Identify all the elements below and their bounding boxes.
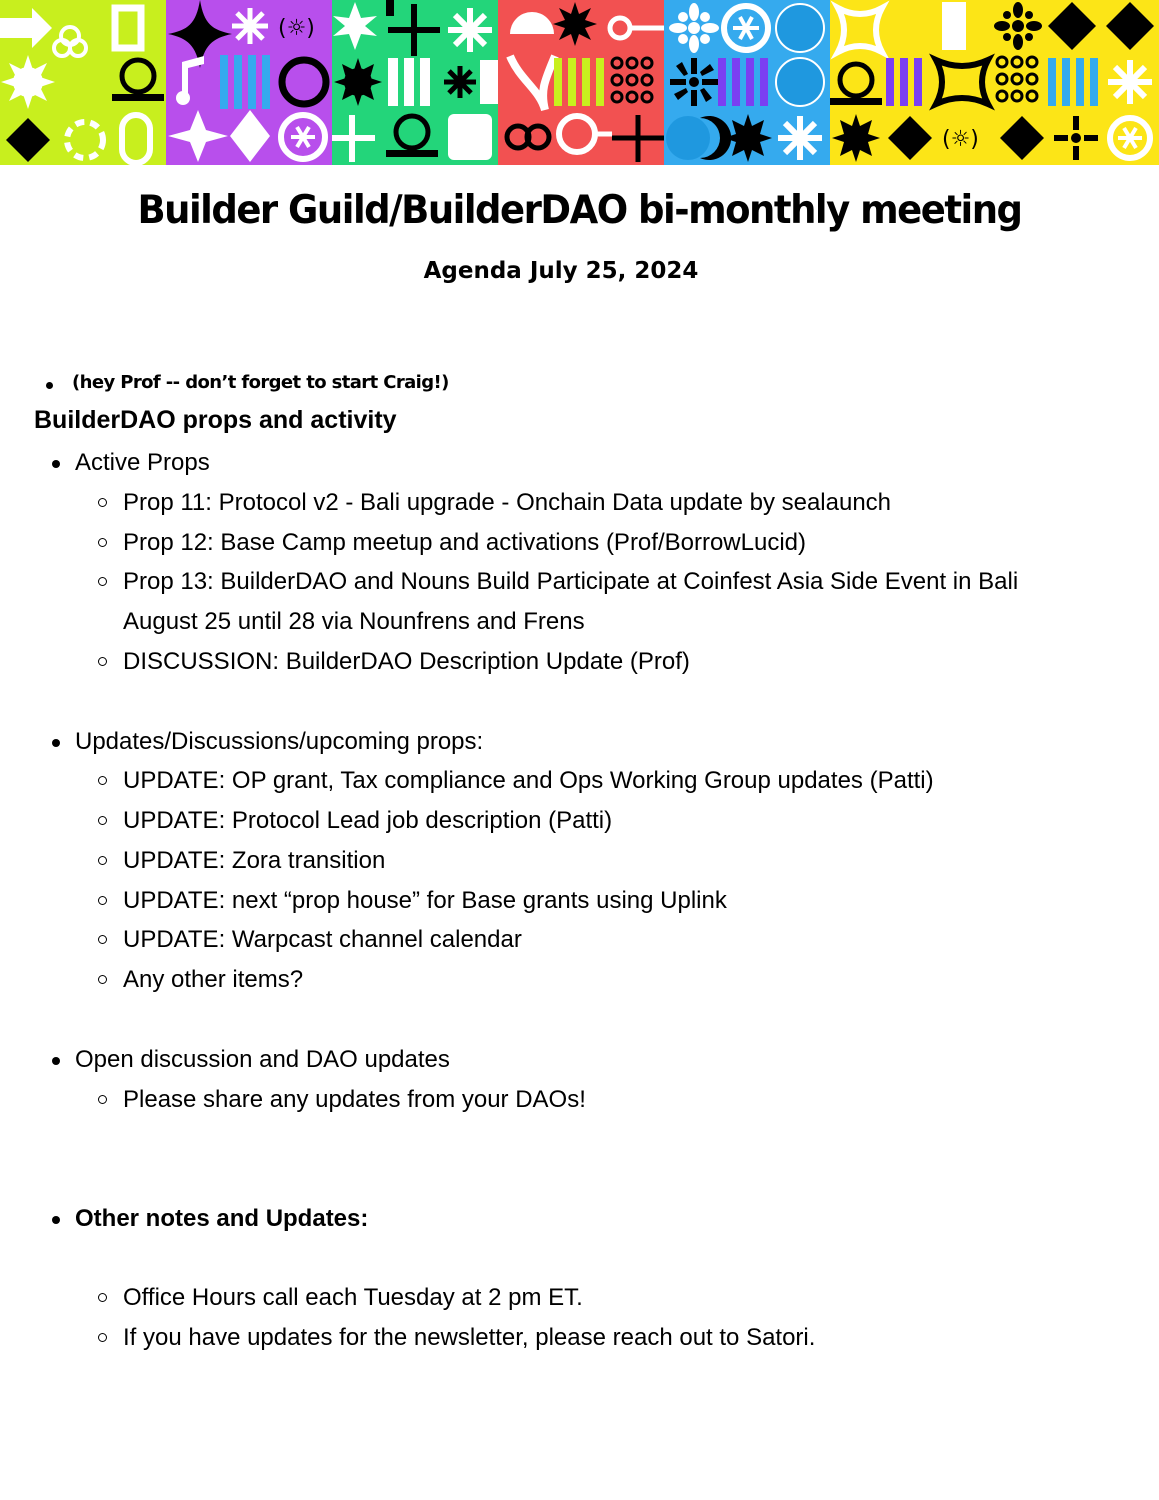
list-item-other-notes: Other notes and Updates: — [75, 1205, 369, 1232]
list-item: Prop 12: Base Camp meetup and activations (Prof/BorrowLucid) — [123, 529, 807, 556]
svg-text:(☼): (☼) — [942, 127, 979, 152]
list-item: UPDATE: next “prop house” for Base grants using Uplink — [123, 887, 727, 914]
sub-bullet-circle — [98, 538, 107, 547]
bullet-dot — [52, 460, 60, 468]
list-item: UPDATE: Protocol Lead job description (Patti) — [123, 807, 613, 834]
list-item: Please share any updates from your DAOs! — [123, 1086, 586, 1113]
list-item-continued: August 25 until 28 via Nounfrens and Frens — [123, 608, 585, 635]
list-item: UPDATE: Zora transition — [123, 847, 386, 874]
sub-bullet-circle — [98, 657, 107, 666]
sub-bullet-circle — [98, 498, 107, 507]
list-item: Prop 11: Protocol v2 - Bali upgrade - Onchain Data update by sealaunch — [123, 489, 892, 516]
sub-bullet-circle — [98, 975, 107, 984]
sub-bullet-circle — [98, 776, 107, 785]
svg-text:(☼): (☼) — [278, 16, 315, 41]
list-item: DISCUSSION: BuilderDAO Description Update (Prof) — [123, 648, 690, 675]
list-item: UPDATE: OP grant, Tax compliance and Ops Working Group updates (Patti) — [123, 767, 934, 794]
reminder-note: (hey Prof -- don’t forget to start Craig!) — [72, 372, 449, 393]
list-item: Any other items? — [123, 966, 304, 993]
list-item-active-props: Active Props — [75, 449, 210, 476]
sub-bullet-circle — [98, 577, 107, 586]
bullet-dot — [52, 739, 60, 747]
sub-bullet-circle — [98, 816, 107, 825]
sub-bullet-circle — [98, 1293, 107, 1302]
bullet-dot — [52, 1057, 60, 1065]
sub-bullet-circle — [98, 935, 107, 944]
list-item-open-discussion: Open discussion and DAO updates — [75, 1046, 450, 1073]
bullet-dot — [46, 382, 53, 389]
list-item: Prop 13: BuilderDAO and Nouns Build Participate at Coinfest Asia Side Event in Bali — [123, 568, 1019, 595]
list-item-updates: Updates/Discussions/upcoming props: — [75, 728, 484, 755]
sub-bullet-circle — [98, 1333, 107, 1342]
sub-bullet-circle — [98, 856, 107, 865]
sub-bullet-circle — [98, 1095, 107, 1104]
list-item: UPDATE: Warpcast channel calendar — [123, 926, 522, 953]
agenda-date: Agenda July 25, 2024 — [423, 258, 699, 284]
decorative-banner — [0, 0, 1159, 165]
list-item: Office Hours call each Tuesday at 2 pm ET. — [123, 1284, 583, 1311]
sub-bullet-circle — [98, 896, 107, 905]
page-title: Builder Guild/BuilderDAO bi-monthly meeting — [137, 186, 1022, 233]
list-item: If you have updates for the newsletter, please reach out to Satori. — [123, 1324, 816, 1351]
section-heading: BuilderDAO props and activity — [34, 406, 397, 434]
bullet-dot — [52, 1216, 60, 1224]
